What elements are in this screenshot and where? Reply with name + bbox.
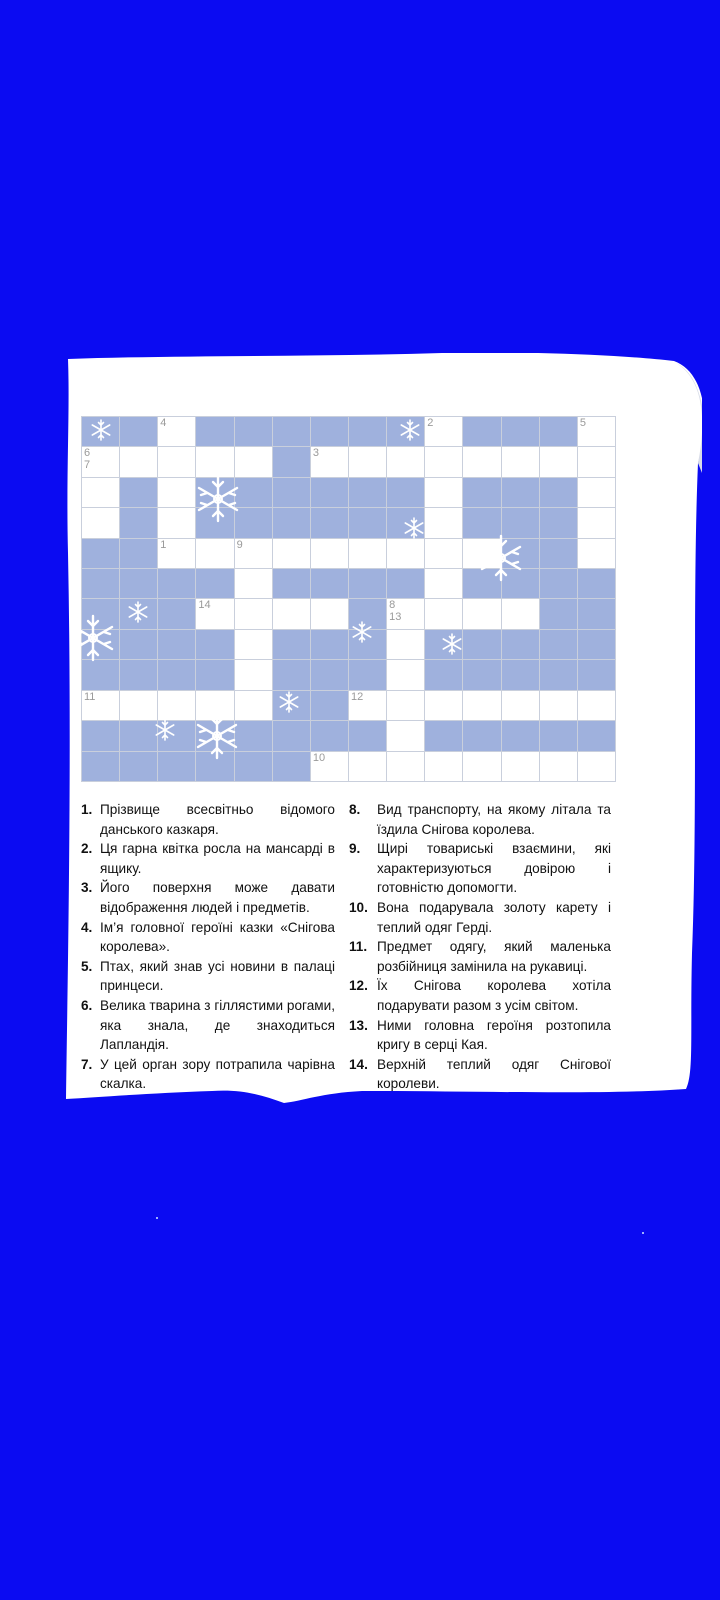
crossword-cell-filled bbox=[311, 508, 349, 538]
crossword-cell-filled bbox=[158, 660, 196, 690]
crossword-cell-open[interactable] bbox=[349, 447, 387, 477]
crossword-cell-open[interactable] bbox=[235, 539, 273, 569]
crossword-cell-open[interactable] bbox=[578, 691, 616, 721]
crossword-cell-filled bbox=[540, 569, 578, 599]
crossword-cell-filled bbox=[235, 508, 273, 538]
crossword-cell-filled bbox=[120, 539, 158, 569]
crossword-cell-filled bbox=[120, 660, 158, 690]
crossword-cell-open[interactable] bbox=[82, 508, 120, 538]
clue-number: 8. bbox=[349, 802, 361, 817]
crossword-cell-filled bbox=[349, 660, 387, 690]
crossword-cell-open[interactable] bbox=[578, 447, 616, 477]
clue-number: 11. bbox=[349, 939, 368, 955]
crossword-cell-filled bbox=[540, 721, 578, 751]
crossword-cell-open[interactable] bbox=[387, 539, 425, 569]
crossword-cell-filled bbox=[311, 721, 349, 751]
crossword-cell-open[interactable] bbox=[158, 508, 196, 538]
crossword-cell-filled bbox=[158, 721, 196, 751]
crossword-cell-filled bbox=[235, 478, 273, 508]
clue-item bbox=[81, 918, 335, 957]
crossword-cell-filled bbox=[311, 417, 349, 447]
crossword-cell-filled bbox=[120, 752, 158, 782]
clue-number-label: 14 bbox=[198, 599, 211, 612]
crossword-cell-filled bbox=[273, 752, 311, 782]
crossword-cell-filled bbox=[387, 478, 425, 508]
clue-text: Ними головна героїня розтопила кригу в серці Кая. bbox=[377, 1017, 611, 1053]
crossword-cell-filled bbox=[120, 478, 158, 508]
clue-text: Птах, який знав усі новини в палаці принцеси. bbox=[100, 958, 335, 994]
crossword-cell-filled bbox=[235, 417, 273, 447]
clue-number-label: 2 bbox=[427, 417, 434, 429]
clue-number-label: 1 bbox=[160, 538, 167, 551]
clue-number-label: 9 bbox=[236, 538, 243, 551]
crossword-cell-open[interactable] bbox=[158, 447, 196, 477]
crossword-cell-filled bbox=[578, 630, 616, 660]
crossword-cell-filled bbox=[196, 478, 234, 508]
clue-text: Вона подарувала золоту карету і теплий одяг Герді. bbox=[377, 899, 611, 935]
crossword-cell-open[interactable] bbox=[235, 599, 273, 629]
crossword-cell-open[interactable] bbox=[578, 417, 616, 447]
crossword-cell-filled bbox=[463, 569, 501, 599]
clue-item bbox=[349, 1055, 611, 1094]
crossword-cell-filled bbox=[82, 721, 120, 751]
crossword-cell-filled bbox=[196, 630, 234, 660]
crossword-cell-open[interactable] bbox=[387, 447, 425, 477]
crossword-cell-open[interactable] bbox=[235, 691, 273, 721]
crossword-cell-filled bbox=[273, 508, 311, 538]
crossword-cell-filled bbox=[158, 752, 196, 782]
clue-text: Ця гарна квітка росла на мансарді в ящику. bbox=[100, 841, 335, 876]
crossword-cell-filled bbox=[120, 569, 158, 599]
crossword-cell-filled bbox=[502, 508, 540, 538]
crossword-cell-filled bbox=[387, 569, 425, 599]
crossword-cell-open[interactable] bbox=[311, 752, 349, 782]
clue-item bbox=[81, 957, 335, 996]
clue-item bbox=[81, 996, 335, 1055]
crossword-cell-open[interactable] bbox=[425, 508, 463, 538]
crossword-cell-filled bbox=[502, 660, 540, 690]
crossword-cell-filled bbox=[387, 417, 425, 447]
crossword-cell-filled bbox=[196, 508, 234, 538]
clue-number: 10. bbox=[349, 899, 368, 915]
crossword-cell-filled bbox=[196, 752, 234, 782]
clue-text: Предмет одягу, який маленька розбійниця замінила на рукавиці. bbox=[377, 939, 611, 974]
crossword-cell-open[interactable] bbox=[196, 539, 234, 569]
crossword-cell-open[interactable] bbox=[82, 691, 120, 721]
crossword-cell-filled bbox=[349, 569, 387, 599]
crossword-cell-filled bbox=[82, 599, 120, 629]
crossword-cell-filled bbox=[158, 630, 196, 660]
crossword-cell-filled bbox=[82, 660, 120, 690]
clue-item bbox=[81, 878, 335, 917]
crossword-cell-filled bbox=[311, 691, 349, 721]
crossword-cell-open[interactable] bbox=[387, 721, 425, 751]
crossword-cell-open[interactable] bbox=[463, 691, 501, 721]
crossword-cell-open[interactable] bbox=[311, 447, 349, 477]
clue-number-label: 4 bbox=[160, 417, 167, 429]
crossword-cell-filled bbox=[82, 630, 120, 660]
crossword-cell-filled bbox=[540, 660, 578, 690]
crossword-cell-open[interactable] bbox=[578, 478, 616, 508]
clue-number-label: 12 bbox=[350, 690, 364, 703]
crossword-cell-filled bbox=[273, 721, 311, 751]
crossword-cell-filled bbox=[82, 569, 120, 599]
crossword-cell-filled bbox=[82, 539, 120, 569]
clue-item bbox=[349, 976, 611, 1015]
crossword-cell-filled bbox=[273, 569, 311, 599]
crossword-cell-filled bbox=[273, 630, 311, 660]
crossword-cell-open[interactable] bbox=[82, 478, 120, 508]
crossword-cell-open[interactable] bbox=[387, 630, 425, 660]
crossword-cell-filled bbox=[578, 599, 616, 629]
crossword-cell-open[interactable] bbox=[387, 660, 425, 690]
crossword-cell-filled bbox=[349, 630, 387, 660]
crossword-cell-open[interactable] bbox=[196, 599, 234, 629]
crossword-cell-filled bbox=[311, 569, 349, 599]
crossword-cell-open[interactable] bbox=[540, 691, 578, 721]
clue-item bbox=[81, 839, 335, 878]
crossword-cell-filled bbox=[349, 478, 387, 508]
crossword-cell-filled bbox=[502, 417, 540, 447]
crossword-cell-open[interactable] bbox=[425, 752, 463, 782]
crossword-cell-filled bbox=[540, 539, 578, 569]
clue-text: Їх Снігова королева хотіла подарувати разом з усім світом. bbox=[377, 978, 611, 1013]
clue-text: Прізвище всесвітньо відомого данського казкаря. bbox=[100, 802, 335, 837]
speck bbox=[642, 1232, 644, 1234]
clue-number: 12. bbox=[349, 978, 368, 994]
crossword-cell-filled bbox=[120, 721, 158, 751]
crossword-cell-filled bbox=[540, 478, 578, 508]
clue-text: Щирі товариські взаємини, які характеризуються довірою і готовністю допомогти. bbox=[377, 841, 611, 896]
crossword-cell-filled bbox=[540, 599, 578, 629]
crossword-cell-open[interactable] bbox=[349, 539, 387, 569]
crossword-cell-open[interactable] bbox=[311, 539, 349, 569]
crossword-cell-filled bbox=[463, 630, 501, 660]
crossword-cell-filled bbox=[158, 569, 196, 599]
crossword-cell-filled bbox=[578, 721, 616, 751]
crossword-cell-filled bbox=[425, 721, 463, 751]
crossword-cell-open[interactable] bbox=[158, 417, 196, 447]
clue-item bbox=[81, 800, 335, 839]
clue-number-label: 13 bbox=[389, 611, 402, 624]
crossword-cell-filled bbox=[120, 417, 158, 447]
crossword-cell-filled bbox=[120, 508, 158, 538]
clue-number: 14. bbox=[349, 1056, 368, 1072]
crossword-cell-filled bbox=[273, 417, 311, 447]
clue-number-label: 5 bbox=[579, 417, 586, 429]
crossword-cell-filled bbox=[349, 508, 387, 538]
clue-text: Велика тварина з гіллястими рогами, яка знала, де знаходиться Лапландія. bbox=[100, 997, 335, 1053]
crossword-cell-filled bbox=[196, 569, 234, 599]
crossword-cell-filled bbox=[425, 630, 463, 660]
crossword-cell-filled bbox=[578, 660, 616, 690]
crossword-cell-filled bbox=[235, 721, 273, 751]
crossword-grid bbox=[81, 416, 616, 782]
crossword-cell-open[interactable] bbox=[578, 752, 616, 782]
crossword-cell-open[interactable] bbox=[387, 752, 425, 782]
crossword-cell-open[interactable] bbox=[158, 691, 196, 721]
crossword-cell-filled bbox=[311, 478, 349, 508]
crossword-cell-filled bbox=[463, 721, 501, 751]
crossword-cell-open[interactable] bbox=[502, 691, 540, 721]
crossword-cell-filled bbox=[502, 478, 540, 508]
crossword-cell-filled bbox=[540, 508, 578, 538]
crossword-cell-filled bbox=[311, 660, 349, 690]
clue-number: 4. bbox=[81, 919, 93, 935]
clue-text: Верхній теплий одяг Снігової королеви. bbox=[377, 1056, 611, 1092]
crossword-cell-open[interactable] bbox=[463, 599, 501, 629]
clues-right-column bbox=[349, 800, 611, 1094]
crossword-cell-open[interactable] bbox=[311, 599, 349, 629]
clue-number: 13. bbox=[349, 1017, 368, 1033]
crossword-cell-open[interactable] bbox=[120, 691, 158, 721]
clue-number: 9. bbox=[349, 841, 361, 857]
crossword-cell-filled bbox=[120, 630, 158, 660]
clue-number: 5. bbox=[81, 958, 93, 974]
crossword-cell-filled bbox=[235, 752, 273, 782]
crossword-cell-filled bbox=[311, 630, 349, 660]
crossword-cell-open[interactable] bbox=[387, 691, 425, 721]
crossword-cell-filled bbox=[387, 508, 425, 538]
crossword-cell-filled bbox=[540, 630, 578, 660]
speck bbox=[156, 1217, 158, 1219]
crossword-cell-open[interactable] bbox=[158, 539, 196, 569]
crossword-cell-open[interactable] bbox=[540, 447, 578, 477]
clue-number-label: 10 bbox=[312, 751, 326, 764]
clue-number: 3. bbox=[81, 880, 93, 896]
clue-text: Його поверхня може давати відображення людей і предметів. bbox=[100, 880, 335, 915]
crossword-cell-filled bbox=[273, 447, 311, 477]
clue-number-label: 8 bbox=[389, 599, 396, 612]
crossword-cell-open[interactable] bbox=[235, 630, 273, 660]
crossword-cell-filled bbox=[578, 569, 616, 599]
clue-number: 1. bbox=[81, 802, 93, 817]
crossword-cell-filled bbox=[196, 721, 234, 751]
crossword-cell-open[interactable] bbox=[502, 447, 540, 477]
crossword-cell-open[interactable] bbox=[463, 752, 501, 782]
crossword-cell-filled bbox=[463, 478, 501, 508]
crossword-cell-open[interactable] bbox=[235, 660, 273, 690]
crossword-cell-open[interactable] bbox=[463, 539, 501, 569]
clue-item bbox=[349, 1016, 611, 1055]
crossword-cell-open[interactable] bbox=[349, 752, 387, 782]
clue-item bbox=[349, 800, 611, 839]
crossword-cell-open[interactable] bbox=[425, 691, 463, 721]
crossword-cell-filled bbox=[502, 630, 540, 660]
crossword-cell-filled bbox=[120, 599, 158, 629]
crossword-cell-open[interactable] bbox=[425, 447, 463, 477]
crossword-cell-open[interactable] bbox=[235, 447, 273, 477]
clue-item bbox=[349, 898, 611, 937]
crossword-cell-filled bbox=[82, 417, 120, 447]
crossword-cell-open[interactable] bbox=[425, 569, 463, 599]
clue-number-label: 6 bbox=[84, 447, 91, 460]
crossword-cell-filled bbox=[349, 721, 387, 751]
crossword-cell-open[interactable] bbox=[425, 478, 463, 508]
crossword-cell-filled bbox=[273, 691, 311, 721]
clues-left-column bbox=[81, 800, 335, 1094]
crossword-cell-filled bbox=[463, 417, 501, 447]
crossword-cell-filled bbox=[196, 660, 234, 690]
clue-number: 2. bbox=[81, 841, 93, 857]
clue-number-label: 11 bbox=[84, 690, 96, 703]
crossword-cell-filled bbox=[502, 569, 540, 599]
crossword-cell-open[interactable] bbox=[82, 447, 120, 477]
crossword-cell-open[interactable] bbox=[463, 447, 501, 477]
crossword-cell-filled bbox=[463, 508, 501, 538]
crossword-cell-open[interactable] bbox=[196, 691, 234, 721]
crossword-cell-filled bbox=[540, 417, 578, 447]
clue-number: 7. bbox=[81, 1056, 93, 1072]
crossword-cell-open[interactable] bbox=[540, 752, 578, 782]
clue-text: Вид транспорту, на якому літала та їздила Снігова королева. bbox=[377, 802, 611, 837]
crossword-cell-filled bbox=[502, 539, 540, 569]
crossword-cell-open[interactable] bbox=[502, 599, 540, 629]
clue-number-label: 3 bbox=[312, 447, 319, 460]
crossword-cell-filled bbox=[273, 660, 311, 690]
crossword-cell-open[interactable] bbox=[502, 752, 540, 782]
crossword-cell-open[interactable] bbox=[273, 539, 311, 569]
crossword-cell-filled bbox=[349, 417, 387, 447]
crossword-cell-open[interactable] bbox=[578, 539, 616, 569]
crossword-cell-open[interactable] bbox=[235, 569, 273, 599]
clue-item bbox=[349, 937, 611, 976]
crossword-cell-filled bbox=[82, 752, 120, 782]
crossword-cell-open[interactable] bbox=[425, 539, 463, 569]
crossword-cell-filled bbox=[463, 660, 501, 690]
crossword-cell-filled bbox=[158, 599, 196, 629]
clue-item bbox=[81, 1055, 335, 1094]
crossword-cell-filled bbox=[502, 721, 540, 751]
crossword-cell-filled bbox=[349, 599, 387, 629]
clue-text: Ім’я головної героїні казки «Снігова королева». bbox=[100, 919, 335, 955]
clue-number: 6. bbox=[81, 997, 93, 1013]
clue-item bbox=[349, 839, 611, 898]
crossword-cell-open[interactable] bbox=[425, 417, 463, 447]
crossword-cell-filled bbox=[273, 478, 311, 508]
crossword-cell-filled bbox=[425, 660, 463, 690]
crossword-cell-open[interactable] bbox=[120, 447, 158, 477]
crossword-cell-open[interactable] bbox=[196, 447, 234, 477]
crossword-cell-open[interactable] bbox=[578, 508, 616, 538]
crossword-cell-open[interactable] bbox=[349, 691, 387, 721]
crossword-cell-open[interactable] bbox=[273, 599, 311, 629]
crossword-cell-filled bbox=[196, 417, 234, 447]
clue-number-label: 7 bbox=[84, 459, 91, 472]
crossword-cell-open[interactable] bbox=[425, 599, 463, 629]
crossword-cell-open[interactable] bbox=[158, 478, 196, 508]
crossword-cell-open[interactable] bbox=[387, 599, 425, 629]
clue-text: У цей орган зору потрапила чарівна скалка. bbox=[100, 1056, 335, 1092]
